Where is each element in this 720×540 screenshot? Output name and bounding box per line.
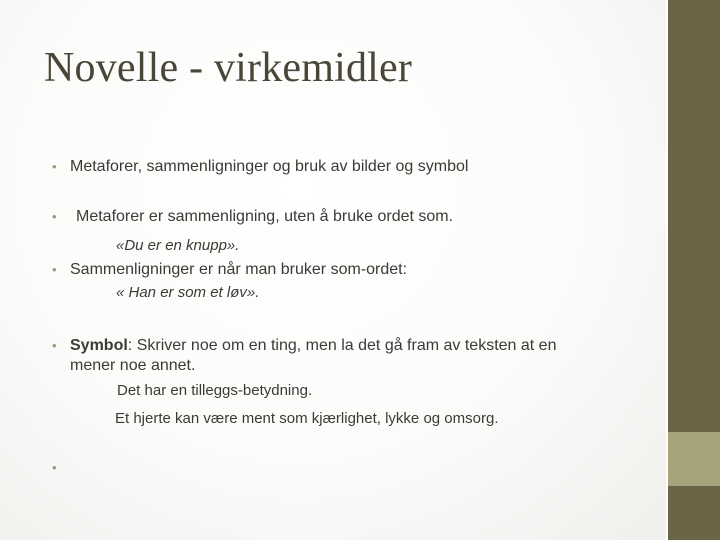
- side-accent-block: [668, 432, 720, 486]
- bullet-marker: •: [52, 209, 57, 224]
- bullet-text: [70, 260, 407, 280]
- bullet-marker: •: [52, 159, 57, 174]
- slide-title: Novelle - virkemidler: [44, 45, 413, 91]
- bullet-marker: •: [52, 460, 57, 475]
- bullet-example-sammenligning: « Han er som et løv».: [116, 284, 260, 301]
- bullet-keyword: Metaforer: [76, 208, 145, 225]
- bullet-description: er når man bruker som-ordet:: [194, 261, 408, 278]
- bullet-text: [70, 157, 468, 177]
- bullet-text: [76, 207, 453, 227]
- bullet-text-bold: Metaforer, sammenligninger og bruk av bilder og symbol: [70, 158, 469, 175]
- bullet-description: er sammenligning, uten å bruke ordet som.: [144, 208, 454, 225]
- bullet-sub-line-1: Det har en tilleggs-betydning.: [117, 382, 313, 399]
- bullet-marker: •: [52, 338, 57, 353]
- bullet-keyword-bold: Symbol: [70, 337, 128, 354]
- bullet-description: : Skriver noe om en ting, men la det gå fram av teksten at en: [127, 337, 557, 354]
- bullet-marker: •: [52, 262, 57, 277]
- bullet-continuation: mener noe annet.: [70, 357, 196, 374]
- bullet-example-metafor: «Du er en knupp».: [116, 237, 240, 254]
- bullet-sub-line-2: Et hjerte kan være ment som kjærlighet, lykke og omsorg.: [115, 410, 499, 427]
- bullet-keyword: Sammenligninger: [70, 261, 195, 278]
- bullet-text: [70, 336, 556, 356]
